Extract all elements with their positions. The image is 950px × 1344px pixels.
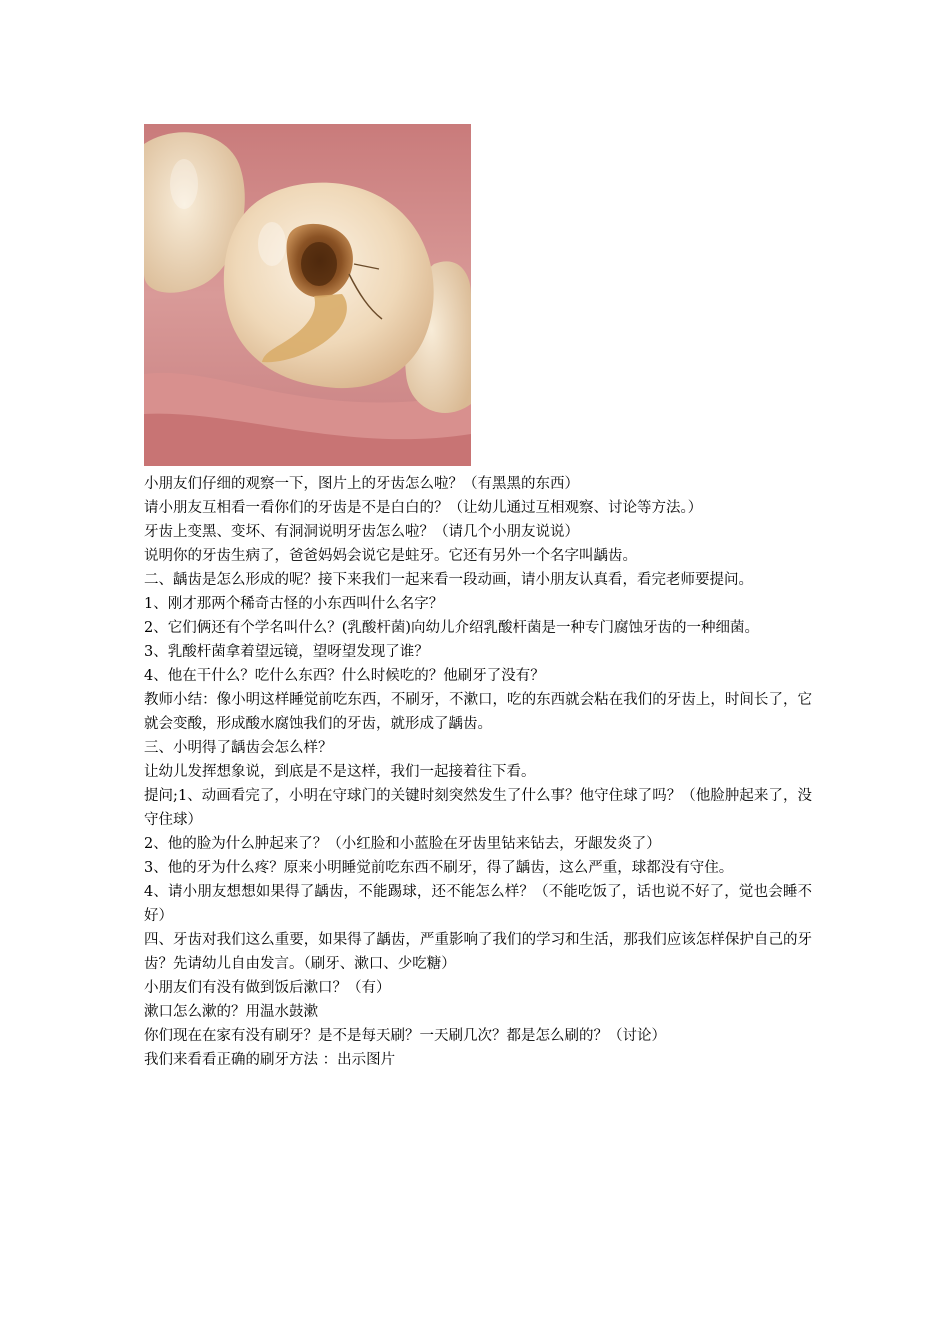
paragraph: 2、他的脸为什么肿起来了？（小红脸和小蓝脸在牙齿里钻来钻去，牙龈发炎了） — [144, 836, 661, 852]
paragraph: 3、他的牙为什么疼？原来小明睡觉前吃东西不刷牙，得了龋齿，这么严重，球都没有守住。 — [144, 860, 734, 876]
decayed-tooth-photo — [144, 124, 471, 466]
section-heading: 三、小明得了龋齿会怎么样？ — [144, 740, 333, 756]
paragraph: 漱口怎么漱的？用温水鼓漱 — [144, 1004, 318, 1020]
paragraph: 你们现在在家有没有刷牙？是不是每天刷？一天刷几次？都是怎么刷的？（讨论） — [144, 1028, 666, 1044]
paragraph: 说明你的牙齿生病了，爸爸妈妈会说它是蛀牙。它还有另外一个名字叫龋齿。 — [144, 548, 637, 564]
paragraph: 教师小结：像小明这样睡觉前吃东西，不刷牙，不漱口，吃的东西就会粘在我们的牙齿上，时间长了，它就会变酸，形成酸水腐蚀我们的牙齿，就形成了龋齿。 — [144, 692, 812, 732]
section-heading: 四、牙齿对我们这么重要，如果得了龋齿，严重影响了我们的学习和生活，那我们应该怎样保护自己的牙齿？先请幼儿自由发言。（刷牙、漱口、少吃糖） — [144, 932, 812, 972]
paragraph: 1、刚才那两个稀奇古怪的小东西叫什么名字？ — [144, 596, 444, 612]
paragraph: 提问;1、动画看完了，小明在守球门的关键时刻突然发生了什么事？他守住球了吗？（他脸肿起来了，没守住球） — [144, 788, 812, 828]
lesson-text — [144, 472, 812, 1072]
paragraph: 3、乳酸杆菌拿着望远镜，望呀望发现了谁？ — [144, 644, 429, 660]
paragraph: 4、他在干什么？吃什么东西？什么时候吃的？他刷牙了没有？ — [144, 668, 545, 684]
paragraph: 4、请小朋友想想如果得了龋齿，不能踢球，还不能怎么样？（不能吃饭了，话也说不好了，觉也会睡不好） — [144, 884, 812, 924]
paragraph: 小朋友们有没有做到饭后漱口？（有） — [144, 980, 391, 996]
paragraph: 请小朋友互相看一看你们的牙齿是不是白白的？（让幼儿通过互相观察、讨论等方法。） — [144, 500, 703, 516]
paragraph: 我们来看看正确的刷牙方法 ：出示图片 — [144, 1052, 396, 1068]
paragraph: 2、它们俩还有个学名叫什么？(乳酸杆菌)向幼儿介绍乳酸杆菌是一种专门腐蚀牙齿的一种细菌。 — [144, 620, 760, 636]
section-heading: 二、龋齿是怎么形成的呢？接下来我们一起来看一段动画，请小朋友认真看，看完老师要提问。 — [144, 572, 753, 588]
paragraph: 牙齿上变黑、变坏、有洞洞说明牙齿怎么啦？（请几个小朋友说说） — [144, 524, 579, 540]
paragraph: 让幼儿发挥想象说，到底是不是这样，我们一起接着往下看。 — [144, 764, 536, 780]
paragraph: 小朋友们仔细的观察一下，图片上的牙齿怎么啦？（有黑黑的东西） — [144, 476, 579, 492]
